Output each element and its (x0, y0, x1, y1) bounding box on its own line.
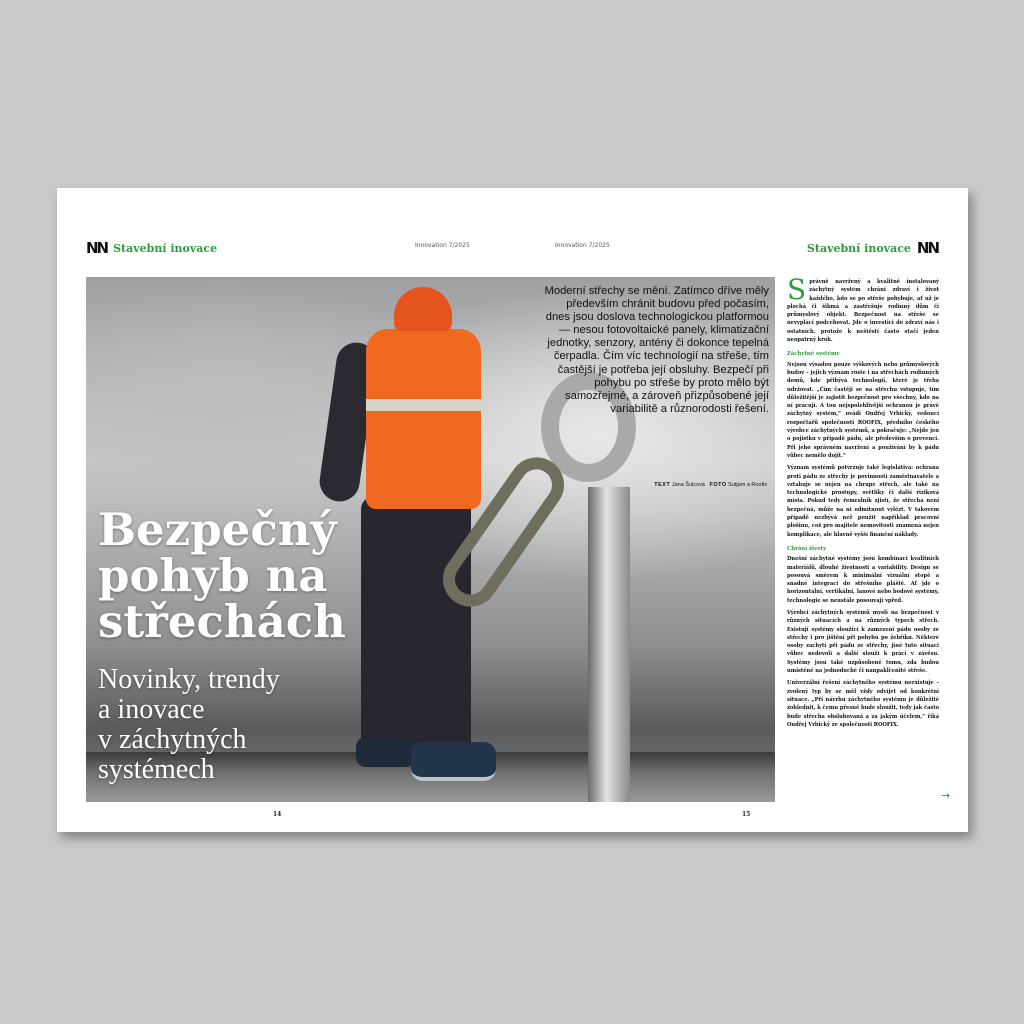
article-paragraph: Výrobci záchytných systémů myslí na bezpečnost v různých situacích a na různých typech střech. Existují systémy sloužící k zamezení pádu osoby ze střechy i pro jištění při pohybu po žebříku. Některé osoby zachytí při pádu ze střechy, jiné tuto situaci vůbec nedovolí a další slouží k práci v závěsu. Systémy jsou také uzpůsobené tomu, zda budou umístěné na jednoduché či nanpaklčenité střeše. (787, 609, 939, 675)
article-column (787, 273, 939, 733)
section-heading: Chrání životy (787, 545, 827, 552)
subtitle-line: v záchytných (98, 724, 247, 755)
page-number-right: 15 (742, 811, 751, 818)
magazine-spread (57, 188, 968, 832)
title-line: střechách (98, 595, 346, 648)
credits (654, 482, 767, 488)
header-right (807, 239, 938, 257)
header-left (86, 239, 217, 257)
subtitle-line: a inovace (98, 694, 205, 725)
article-paragraph: Dnešní záchytné systémy jsou kombinací kvalitních materiálů, dlouhé životnosti a variability. Design se posouvá směrem k minimální vizuální stopě a snadné integraci do střešního pláště. Ať jde o horizontální, vertikální, lanové nebo bodové systémy, technologie se neustále posouvají vpřed. (787, 556, 939, 604)
vest-stripe (366, 399, 481, 411)
article-subtitle (98, 665, 280, 785)
continue-arrow-icon: → (941, 789, 951, 802)
worker-shoe-left (356, 737, 416, 767)
hero-photo (86, 277, 775, 802)
title-line: Bezpečný (98, 503, 337, 556)
article-paragraph: Význam systémů potvrzuje také legislativa: ochrana proti pádu ze střechy je povinností zaměstnavatele a vztahuje se nejen na chrupe střech, ale také na technologické prostupy, světlíky či další riziková místa. Pokud tedy řemeslník zjistí, že střecha není bezpečná, může na ni odmítnout vylézt. V takovém případě nezbývá než použít například pracovní plošinu, což pro majitele nemovitosti znamená nejen komplikace, ale hlavně vyšší finanční náklady. (787, 465, 939, 538)
section-heading: Záchytné systémy (787, 351, 840, 358)
logo-right: NN (916, 239, 938, 257)
drop-cap: S (787, 273, 807, 306)
issue-label-right: Innovation 7/2025 (555, 242, 610, 249)
worker-legs (361, 497, 471, 747)
worker-shoe-right (411, 742, 496, 781)
section-label-right: Stavební inovace (806, 241, 911, 255)
credit-photo-source: Sutjam a Roofix (728, 482, 767, 488)
credit-text-label: TEXT (654, 482, 671, 488)
subtitle-line: Novinky, trendy (98, 664, 280, 695)
anchor-post (588, 487, 630, 802)
page-number-left: 14 (273, 811, 282, 818)
credit-photo-label: FOTO (709, 482, 727, 488)
issue-label-left: Innovation 7/2025 (415, 242, 470, 249)
credit-text-author: Jana Šulcová (671, 482, 705, 488)
article-title (98, 503, 346, 648)
logo-left: NN (86, 239, 108, 257)
intro-text: Moderní střechy se mění. Zatímco dříve měly především chránit budovu před počasím, dnes jsou doslova technologickou platformou — nesou fotovoltaické panely, klimatizační jednotky, senzory, antény či dokonce tepelná čerpadla. Čím víc technologií na střeše, tím častější je potřeba její obsluhy. Bezpečí při pohybu po střeše by proto mělo být samozřejmé, a zároveň přizpůsobené její variabilitě a různorodosti řešení. (544, 285, 769, 415)
subtitle-line: systémech (98, 754, 215, 785)
article-paragraph: Nejsou výsadou pouze výškových nebo průmyslových budov – jejich význam roste i na střechách rodinných domů, kde přibývá technologií, které je třeba udržovat. „Čím častěji se na střechu vstupuje, tím důležitější je zajistit bezpečnost pro všechny, kdo na ní pracují. A tou nejspolehlivější ochranou je právě záchytný systém,“ uvádí Ondřej Vrbický, vedoucí rozpočtářů společnosti ROOFIX, předního českého výrobce záchytných systémů, a pokračuje: „Nejde jen o pojistku v případě pádu, ale především o prevenci. Při jeho správném navržení a používání by k pádu vůbec nemělo dojít.“ (787, 361, 939, 459)
worker-vest (366, 329, 481, 509)
worker-helmet (394, 287, 452, 331)
article-paragraph: Univerzální řešení záchytného systému neexistuje – zvolený typ by se měl vždy odvíjet od konkrétní situace. „Při návrhu záchytného systému je důležité zohlednit, k čemu přesně bude sloužit, tedy jak často bude střecha obsluhovaná a za jakým účelem,“ říká Ondřej Vrbický ze společnosti ROOFIX. (787, 680, 939, 728)
section-label-left: Stavební inovace (113, 241, 218, 255)
paragraph-text: právně navržený a kvalitně instalovaný záchytný systém chrání zdraví i život každého, kdo se po střeše pohybuje, ať už je plochá či šikmá a zastřešuje rodinný dům či průmyslový objekt. Bezpečnost na střeše se nevyplácí podcehovat. Jde o investici do zdraví nás i ostatních, protože k neštěstí často stačí jeden neopatrný krok. (787, 279, 939, 344)
title-line: pohyb na (98, 549, 328, 602)
article-paragraph (787, 273, 939, 344)
